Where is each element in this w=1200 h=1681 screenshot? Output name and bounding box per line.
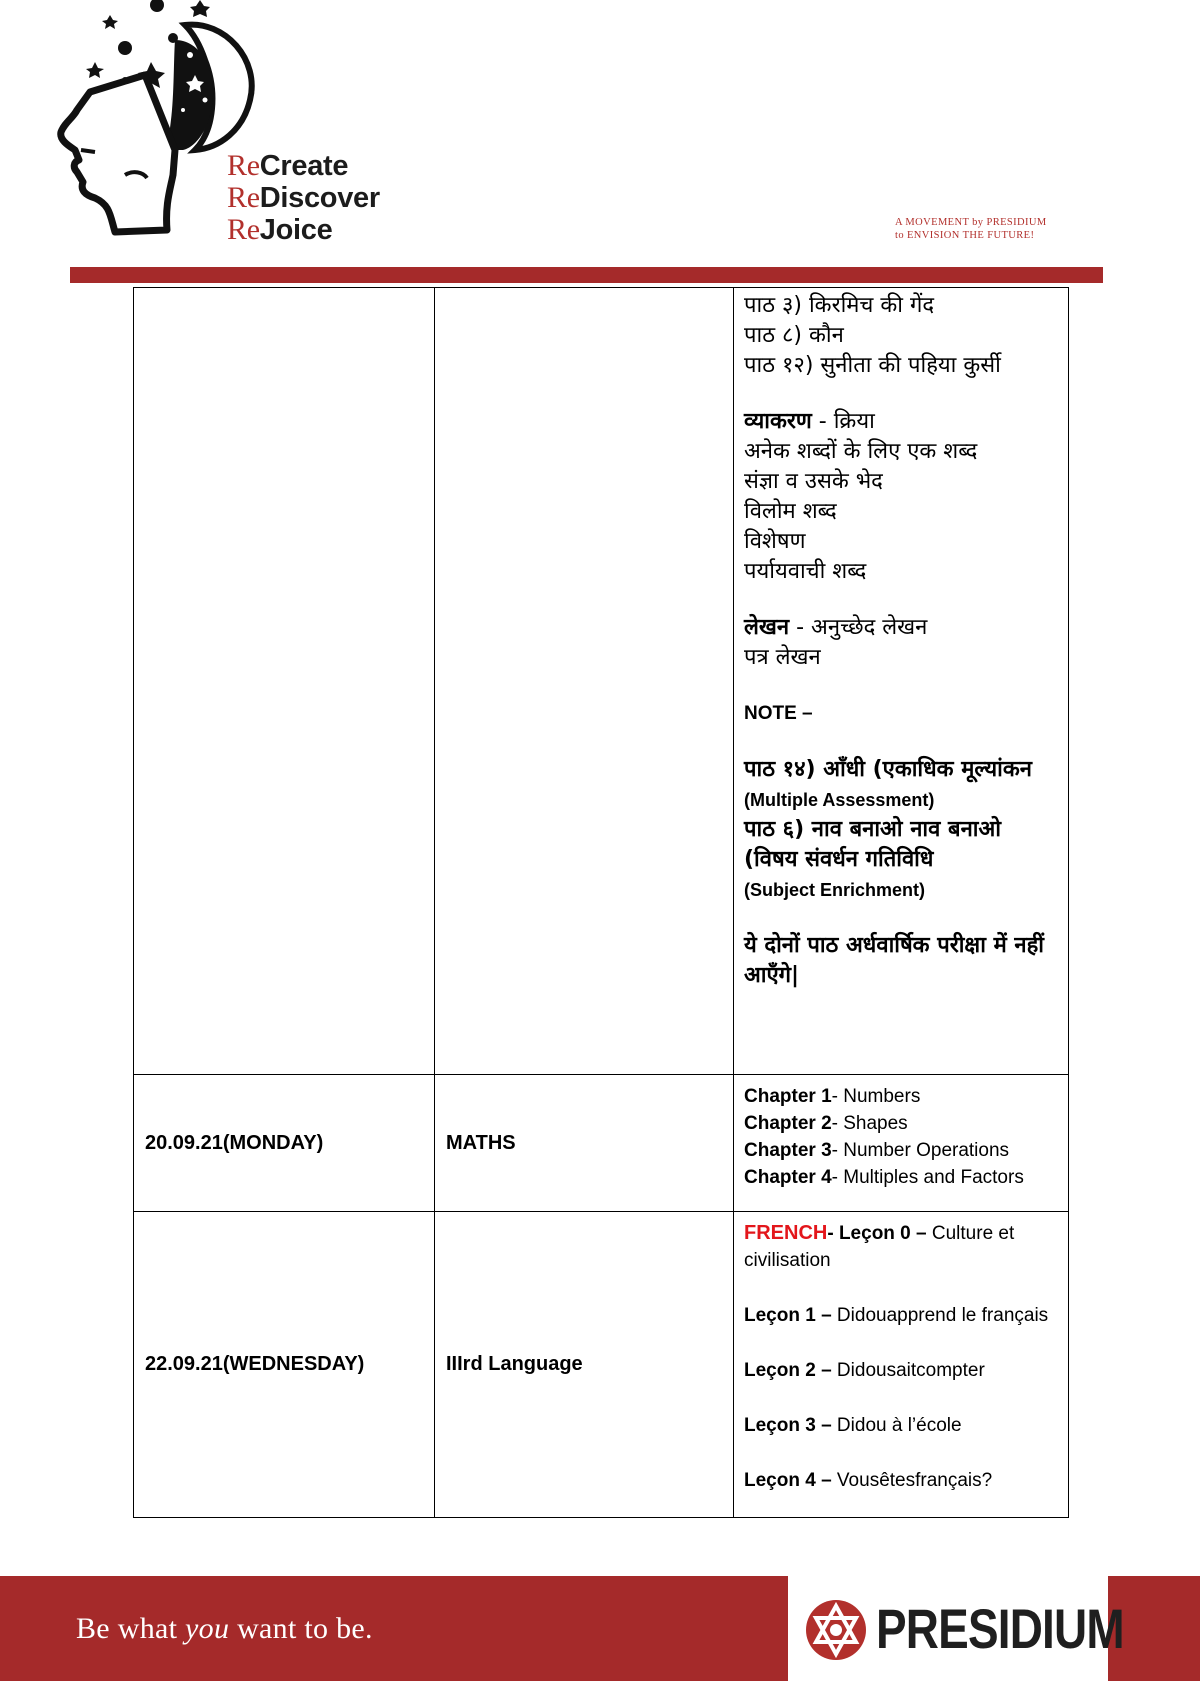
head-with-stars-logo-icon	[55, 0, 255, 250]
note-lesson-1: पाठ १४) आँधी (एकाधिक मूल्यांकन (Multiple Assessment)	[744, 757, 1032, 810]
hindi-lesson: पाठ ३) किरमिच की गेंद	[744, 293, 935, 318]
syllabus-cell-french	[734, 1212, 1069, 1518]
grammar-item: पर्यायवाची शब्द	[744, 559, 867, 584]
french-tag: FRENCH	[744, 1222, 828, 1244]
table-row-language	[134, 1212, 1069, 1518]
syllabus-cell-maths	[734, 1075, 1069, 1212]
subject-cell-empty	[435, 288, 734, 1075]
chapter-item: Chapter 4- Multiples and Factors	[744, 1167, 1024, 1188]
exam-schedule-table	[133, 287, 1069, 1518]
chapter-item: Chapter 2- Shapes	[744, 1113, 908, 1134]
lecon-item: Leçon 2 – Didousaitcompter	[744, 1360, 985, 1381]
syllabus-cell-hindi	[734, 288, 1069, 1075]
note-lesson-2: पाठ ६) नाव बनाओ नाव बनाओ (विषय संवर्धन गतिविधि	[744, 817, 1001, 872]
writing-heading: लेखन - अनुच्छेद लेखन	[744, 615, 928, 640]
hindi-lesson: पाठ १२) सुनीता की पहिया कुर्सी	[744, 353, 1001, 378]
tagline-block	[227, 150, 380, 246]
footer-band	[0, 1576, 1200, 1681]
date-cell: 20.09.21(MONDAY)	[134, 1075, 435, 1212]
subject-cell: MATHS	[435, 1075, 734, 1212]
presidium-star-logo-icon	[804, 1598, 868, 1662]
hindi-lesson: पाठ ८) कौन	[744, 323, 844, 348]
note-final-statement: ये दोनों पाठ अर्धवार्षिक परीक्षा में नहीं आएँगे|	[744, 933, 1044, 988]
movement-line-1: A MOVEMENT by PRESIDIUM	[895, 217, 1047, 228]
grammar-item: विशेषण	[744, 529, 806, 554]
lecon-item: FRENCH- Leçon 0 – Culture et civilisation	[744, 1222, 1015, 1271]
grammar-item: अनेक शब्दों के लिए एक शब्द	[744, 439, 978, 464]
movement-caption	[895, 216, 1047, 242]
subject-cell: IIIrd Language	[435, 1212, 734, 1518]
lecon-item: Leçon 1 – Didouapprend le français	[744, 1305, 1049, 1326]
footer-slogan: Be what you want to be.	[76, 1612, 373, 1645]
tagline-rejoice: ReJoice	[227, 213, 333, 246]
note-label: NOTE –	[744, 703, 813, 724]
chapter-item: Chapter 3- Number Operations	[744, 1140, 1010, 1161]
movement-line-2: to ENVISION THE FUTURE!	[895, 230, 1035, 241]
header-divider-bar	[70, 267, 1103, 283]
tagline-rediscover: ReDiscover	[227, 181, 380, 214]
chapter-item: Chapter 1- Numbers	[744, 1086, 921, 1107]
table-row-maths	[134, 1075, 1069, 1212]
writing-item: पत्र लेखन	[744, 645, 821, 670]
grammar-item: संज्ञा व उसके भेद	[744, 469, 883, 494]
presidium-wordmark: PRESIDIUM	[876, 1597, 1124, 1660]
grammar-item: विलोम शब्द	[744, 499, 837, 524]
tagline-recreate: ReCreate	[227, 149, 349, 182]
presidium-brand-box	[788, 1576, 1124, 1681]
table-row-hindi	[134, 288, 1069, 1075]
lecon-item: Leçon 4 – Vousêtesfrançais?	[744, 1470, 993, 1491]
note-lesson-2-english: (Subject Enrichment)	[744, 880, 926, 900]
date-cell: 22.09.21(WEDNESDAY)	[134, 1212, 435, 1518]
lecon-item: Leçon 3 – Didou à l’école	[744, 1415, 962, 1436]
date-cell-empty	[134, 288, 435, 1075]
grammar-heading: व्याकरण - क्रिया	[744, 409, 875, 434]
